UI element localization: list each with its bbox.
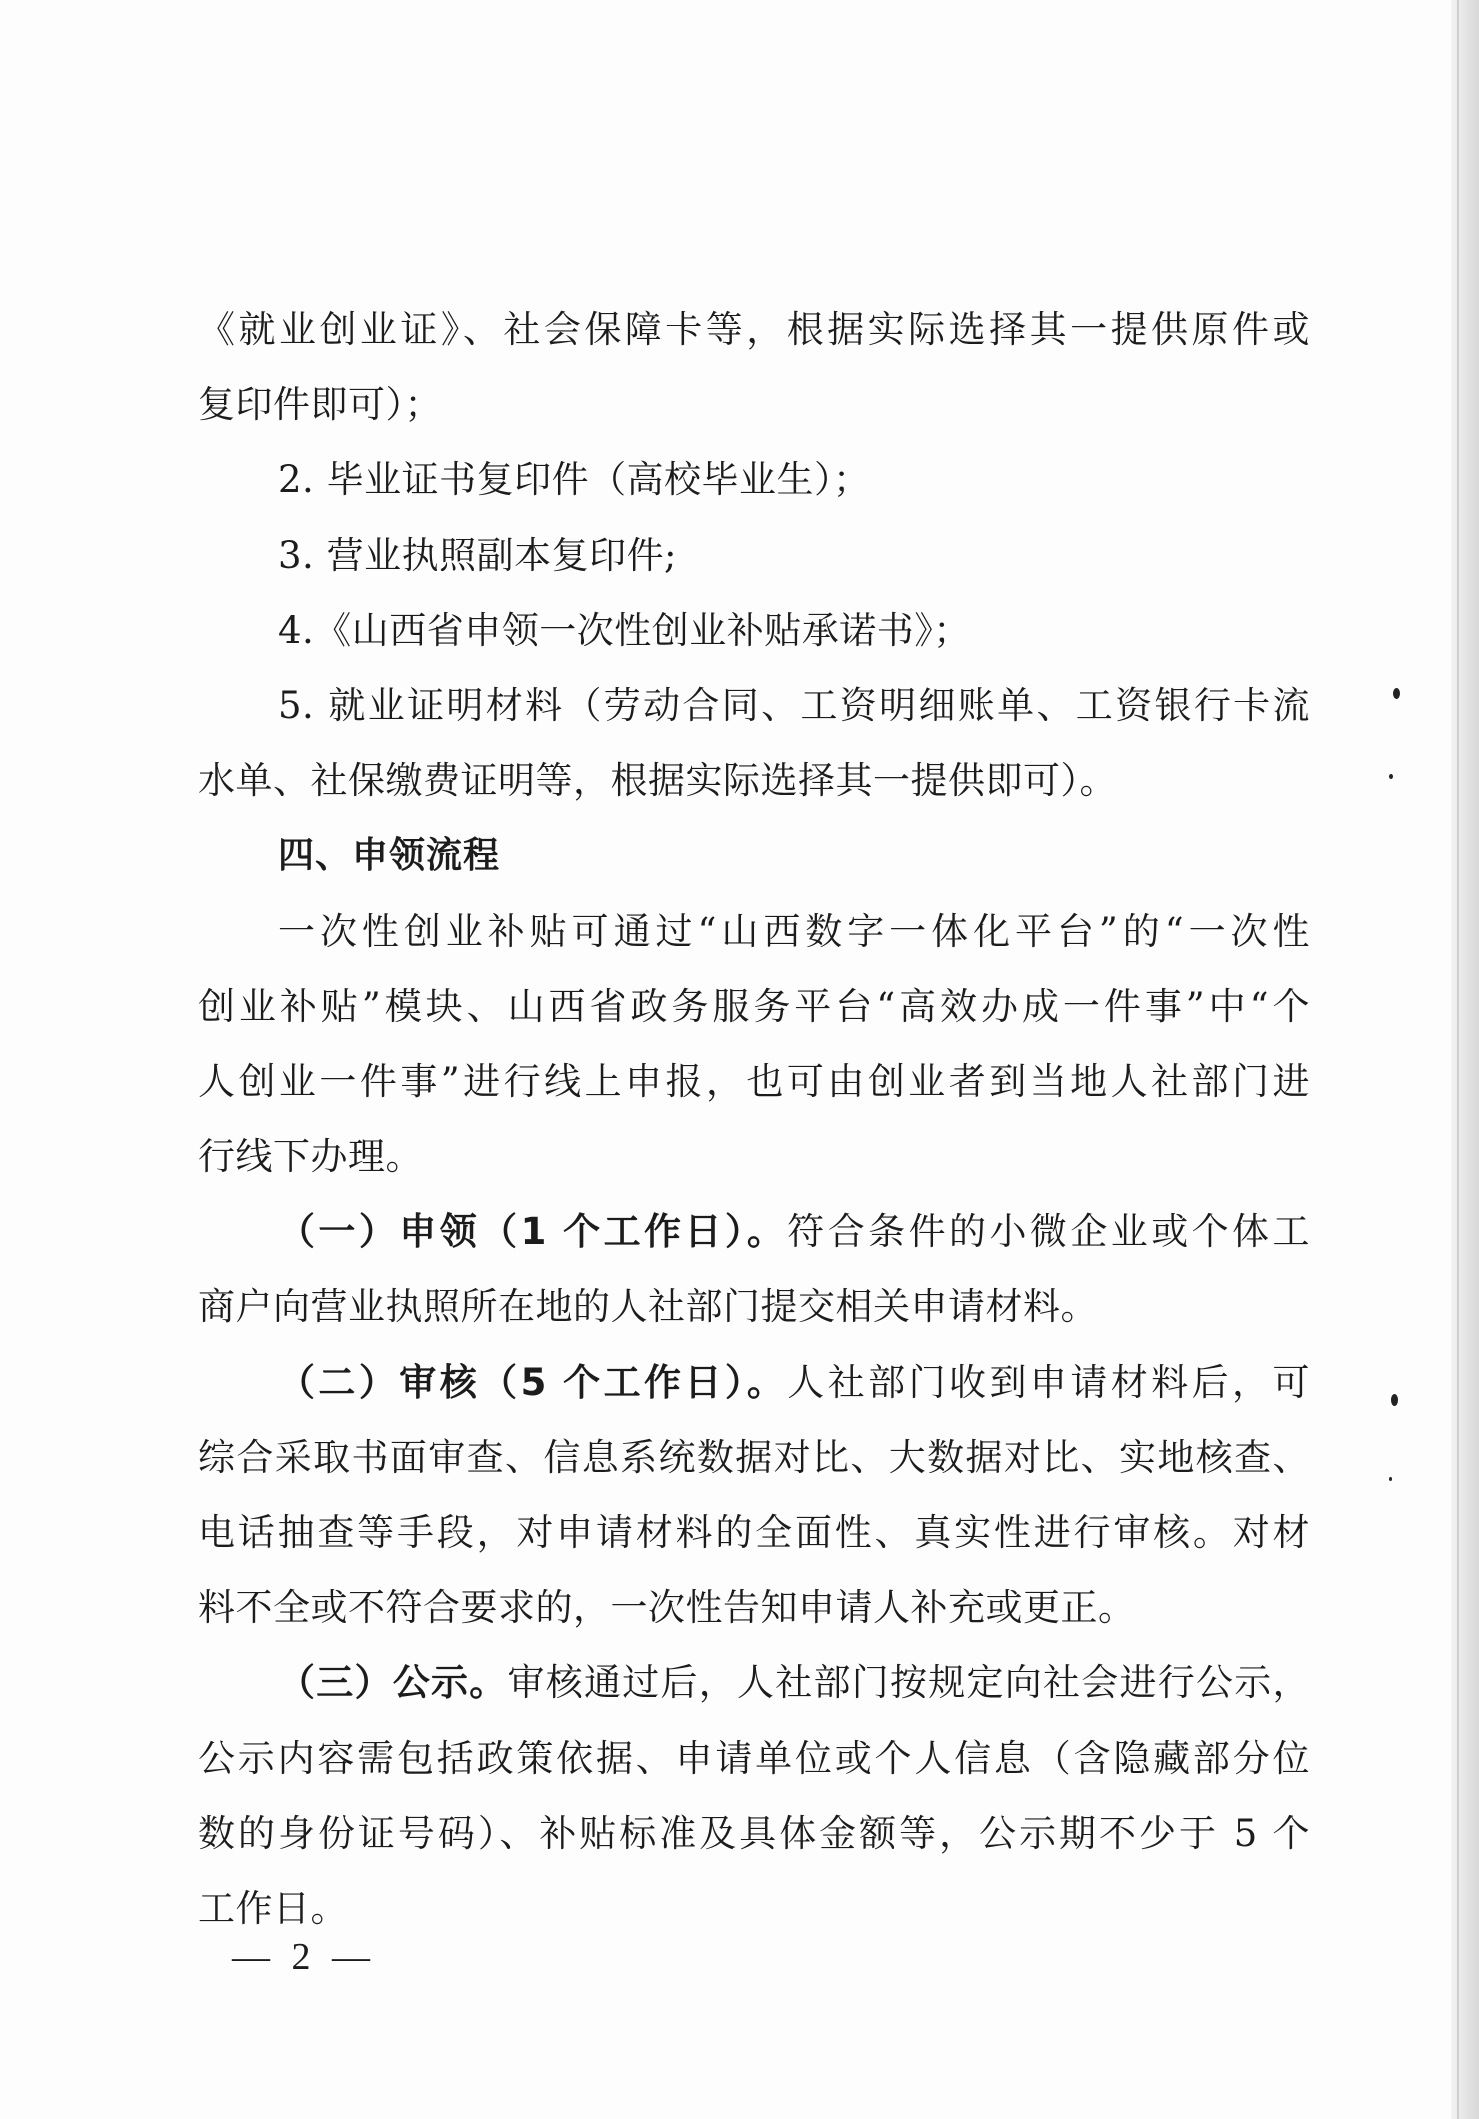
paragraph-line: 创业补贴”模块、山西省政务服务平台“高效办成一件事”中“个	[198, 984, 1310, 1028]
step-text: 符合条件的小微企业或个体工	[787, 1210, 1310, 1254]
step-text-line: 电话抽查等手段，对申请材料的全面性、真实性进行审核。对材	[198, 1511, 1310, 1554]
step-text-line: 工作日。	[198, 1886, 348, 1930]
scan-speck	[1389, 1477, 1392, 1481]
list-item: 3. 营业执照副本复印件;	[278, 533, 678, 577]
step-text-line: 数的身份证号码）、补贴标准及具体金额等，公示期不少于 5 个	[198, 1811, 1310, 1855]
step-text-line: 商户向营业执照所在地的人社部门提交相关申请材料。	[198, 1285, 1098, 1329]
step-text-line: 综合采取书面审查、信息系统数据对比、大数据对比、实地核查、	[198, 1435, 1310, 1479]
scan-speck	[1389, 774, 1393, 779]
text-line: 复印件即可）；	[198, 383, 442, 427]
text-line: 《就业创业证》、社会保障卡等，根据实际选择其一提供原件或	[198, 308, 1310, 351]
text-line: 水单、社保缴费证明等，根据实际选择其一提供即可）。	[198, 759, 1117, 803]
step-text-line: 公示内容需包括政策依据、申请单位或个人信息（含隐藏部分位	[198, 1736, 1310, 1780]
step-3-line	[198, 1645, 1310, 1720]
paragraph-line: 行线下办理。	[198, 1135, 423, 1179]
page-number: — 2 —	[232, 1936, 376, 1978]
scan-speck	[1391, 1394, 1398, 1406]
list-item: 5. 就业证明材料（劳动合同、工资明细账单、工资银行卡流	[278, 683, 1310, 727]
document-body	[198, 292, 1310, 1946]
paragraph-line: 一次性创业补贴可通过“山西数字一体化平台”的“一次性	[278, 909, 1310, 953]
step-title: （三）公示。	[278, 1661, 508, 1705]
paragraph-line: 人创业一件事”进行线上申报，也可由创业者到当地人社部门进	[198, 1059, 1310, 1103]
list-item: 4.《山西省申领一次性创业补贴承诺书》；	[278, 608, 971, 652]
scan-edge-line	[1457, 0, 1459, 2119]
step-text-line: 料不全或不符合要求的，一次性告知申请人补充或更正。	[198, 1586, 1136, 1630]
step-1-line	[198, 1194, 1310, 1269]
step-title: （二）审核（5 个工作日）。	[278, 1360, 788, 1404]
scan-speck	[1393, 688, 1400, 699]
step-text: 审核通过后，人社部门按规定向社会进行公示，	[507, 1661, 1310, 1705]
step-title: （一）申领（1 个工作日）。	[278, 1210, 788, 1254]
step-2-line	[198, 1345, 1310, 1420]
step-text: 人社部门收到申请材料后，可	[787, 1360, 1310, 1404]
scan-edge-shadow	[1451, 0, 1479, 2119]
list-item: 2. 毕业证书复印件（高校毕业生）；	[278, 458, 871, 502]
section-heading: 四、申领流程	[278, 835, 501, 877]
